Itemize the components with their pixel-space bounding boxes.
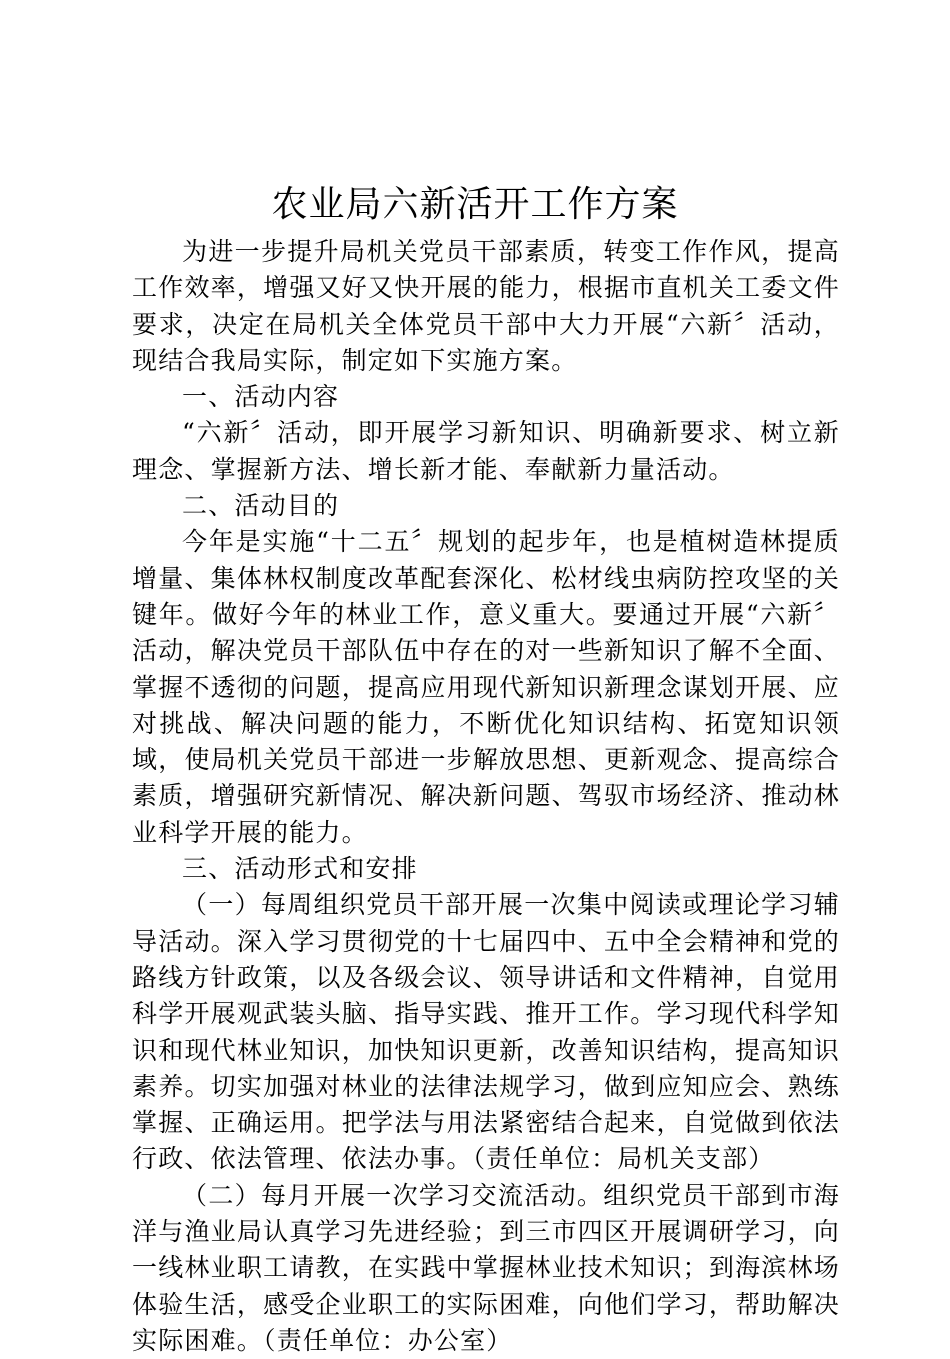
arrangement-paragraph-2: （二）每月开展一次学习交流活动。组织党员干部到市海洋与渔业局认真学习先进经验；到三市四区开展调研学习，向一线林业职工请教，在实践中掌握林业技术知识；到海滨林场体验生活，感受企业职工的实际困难，向他们学习，帮助解决实际困难。（责任单位：办公室） — [132, 1180, 840, 1355]
arrangement-paragraph-1: （一）每周组织党员干部开展一次集中阅读或理论学习辅导活动。深入学习贯彻党的十七届四中、五中全会精神和党的路线方针政策，以及各级会议、领导讲话和文件精神，自觉用科学开展观武装头脑、指导实践、推开工作。学习现代科学知识和现代林业知识，加快知识更新，改善知识结构，提高知识素养。切实加强对林业的法律法规学习，做到应知应会、熟练掌握、正确运用。把学法与用法紧密结合起来，自觉做到依法行政、依法管理、依法办事。（责任单位：局机关支部） — [132, 890, 840, 1174]
intro-paragraph: 为进一步提升局机关党员干部素质，转变工作作风，提高工作效率，增强又好又快开展的能力，根据市直机关工委文件要求，决定在局机关全体党员干部中大力开展“六新〞活动，现结合我局实际，制定如下实施方案。 — [132, 237, 840, 375]
document-title: 农业局六新活开工作方案 — [271, 184, 679, 225]
section-heading-purpose: 二、活动目的 — [182, 491, 340, 521]
purpose-paragraph: 今年是实施“十二五〞规划的起步年，也是植树造林提质增量、集体林权制度改革配套深化、松材线虫病防控攻坚的关键年。做好今年的林业工作，意义重大。要通过开展“六新〞活动，解决党员干部队伍中存在的对一些新知识了解不全面、掌握不透彻的问题，提高应用现代新知识新理念谋划开展、应对挑战、解决问题的能力，不断优化知识结构、拓宽知识领域，使局机关党员干部进一步解放思想、更新观念、提高综合素质，增强研究新情况、解决新问题、驾驭市场经济、推动林业科学开展的能力。 — [132, 527, 840, 847]
section-heading-content: 一、活动内容 — [182, 382, 340, 412]
document-body — [132, 234, 840, 1359]
section-heading-arrangement: 三、活动形式和安排 — [182, 854, 418, 884]
content-paragraph: “六新〞活动，即开展学习新知识、明确新要求、树立新理念、掌握新方法、增长新才能、奉献新力量活动。 — [132, 418, 840, 484]
